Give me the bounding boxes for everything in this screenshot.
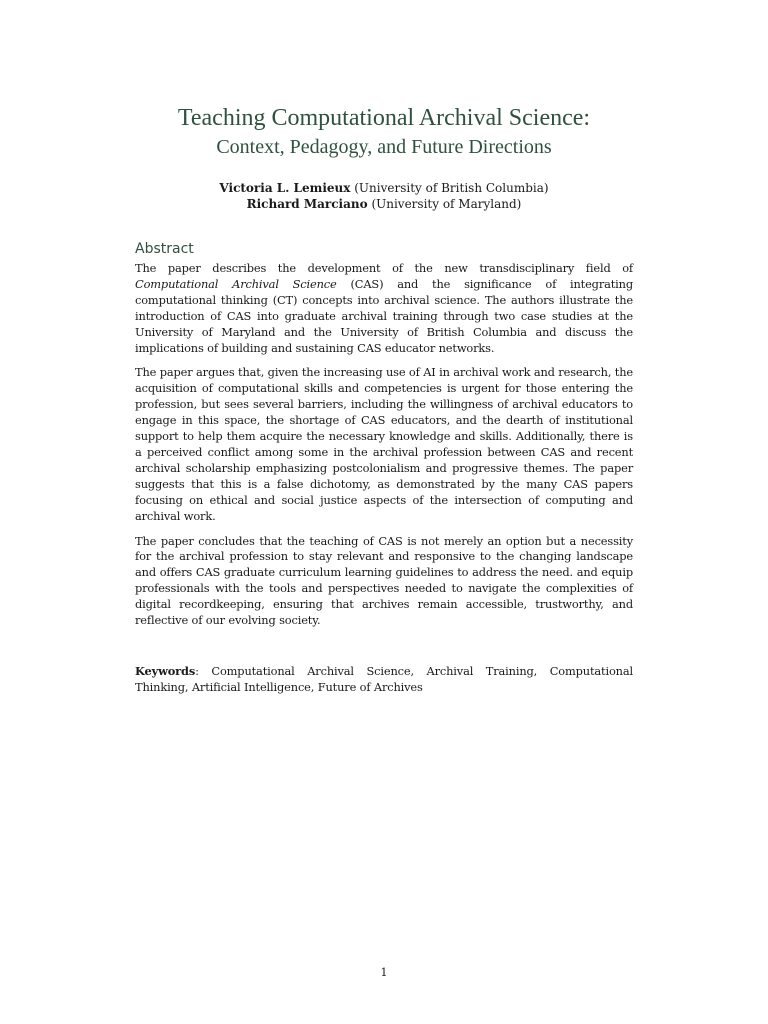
paper-title: Teaching Computational Archival Science: <box>177 105 591 131</box>
page-number: 1 <box>380 966 388 979</box>
abstract-heading: Abstract <box>135 241 194 257</box>
abstract-body <box>135 261 633 638</box>
abstract-paragraph <box>135 261 633 356</box>
keywords-section <box>135 663 633 695</box>
author-line <box>0 180 768 196</box>
author-line <box>0 196 768 212</box>
author-name: Richard Marciano <box>246 197 368 211</box>
abstract-text-run: (CAS) and the significance of integrating computational thinking (CT) concepts into archival science. The authors illustrate the introduction of CAS into graduate archival training through two case studies at the University of Maryland and the University of British Columbia and discuss the implications of building and sustaining CAS educator networks. <box>135 276 634 355</box>
author-name: Victoria L. Lemieux <box>219 181 351 195</box>
abstract-paragraph: The paper concludes that the teaching of CAS is not merely an option but a necessity for the archival profession to stay relevant and responsive to the changing landscape and offers CAS graduate curriculum learning guidelines to address the need. and equip professionals with the tools and perspectives needed to navigate the complexities of digital recordkeeping, ensuring that archives remain accessible, trustworthy, and reflective of our evolving society. <box>135 533 633 628</box>
abstract-text-run: The paper describes the development of the new transdisciplinary field of <box>135 261 633 275</box>
paper-subtitle: Context, Pedagogy, and Future Directions <box>216 136 552 158</box>
author-affiliation: (University of Maryland) <box>371 197 522 211</box>
author-affiliation: (University of British Columbia) <box>354 181 549 195</box>
keywords-label: Keywords <box>135 664 196 678</box>
abstract-emphasis: Computational Archival Science <box>135 276 337 291</box>
title-block <box>0 104 768 160</box>
abstract-paragraph: The paper argues that, given the increasing use of AI in archival work and research, the acquisition of computational skills and competencies is urgent for those entering the profession, but sees several barriers, including the willingness of archival educators to engage in this space, the shortage of CAS educators, and the dearth of institutional support to help them acquire the necessary knowledge and skills. Additionally, there is a perceived conflict among some in the archival profession between CAS and recent archival scholarship emphasizing postcolonialism and progressive themes. The paper suggests that this is a false dichotomy, as demonstrated by the many CAS papers focusing on ethical and social justice aspects of the intersection of computing and archival work. <box>135 365 633 523</box>
keywords-text: : Computational Archival Science, Archival Training, Computational Thinking, Artificial Intelligence, Future of Archives <box>135 664 633 694</box>
author-list <box>0 180 768 212</box>
